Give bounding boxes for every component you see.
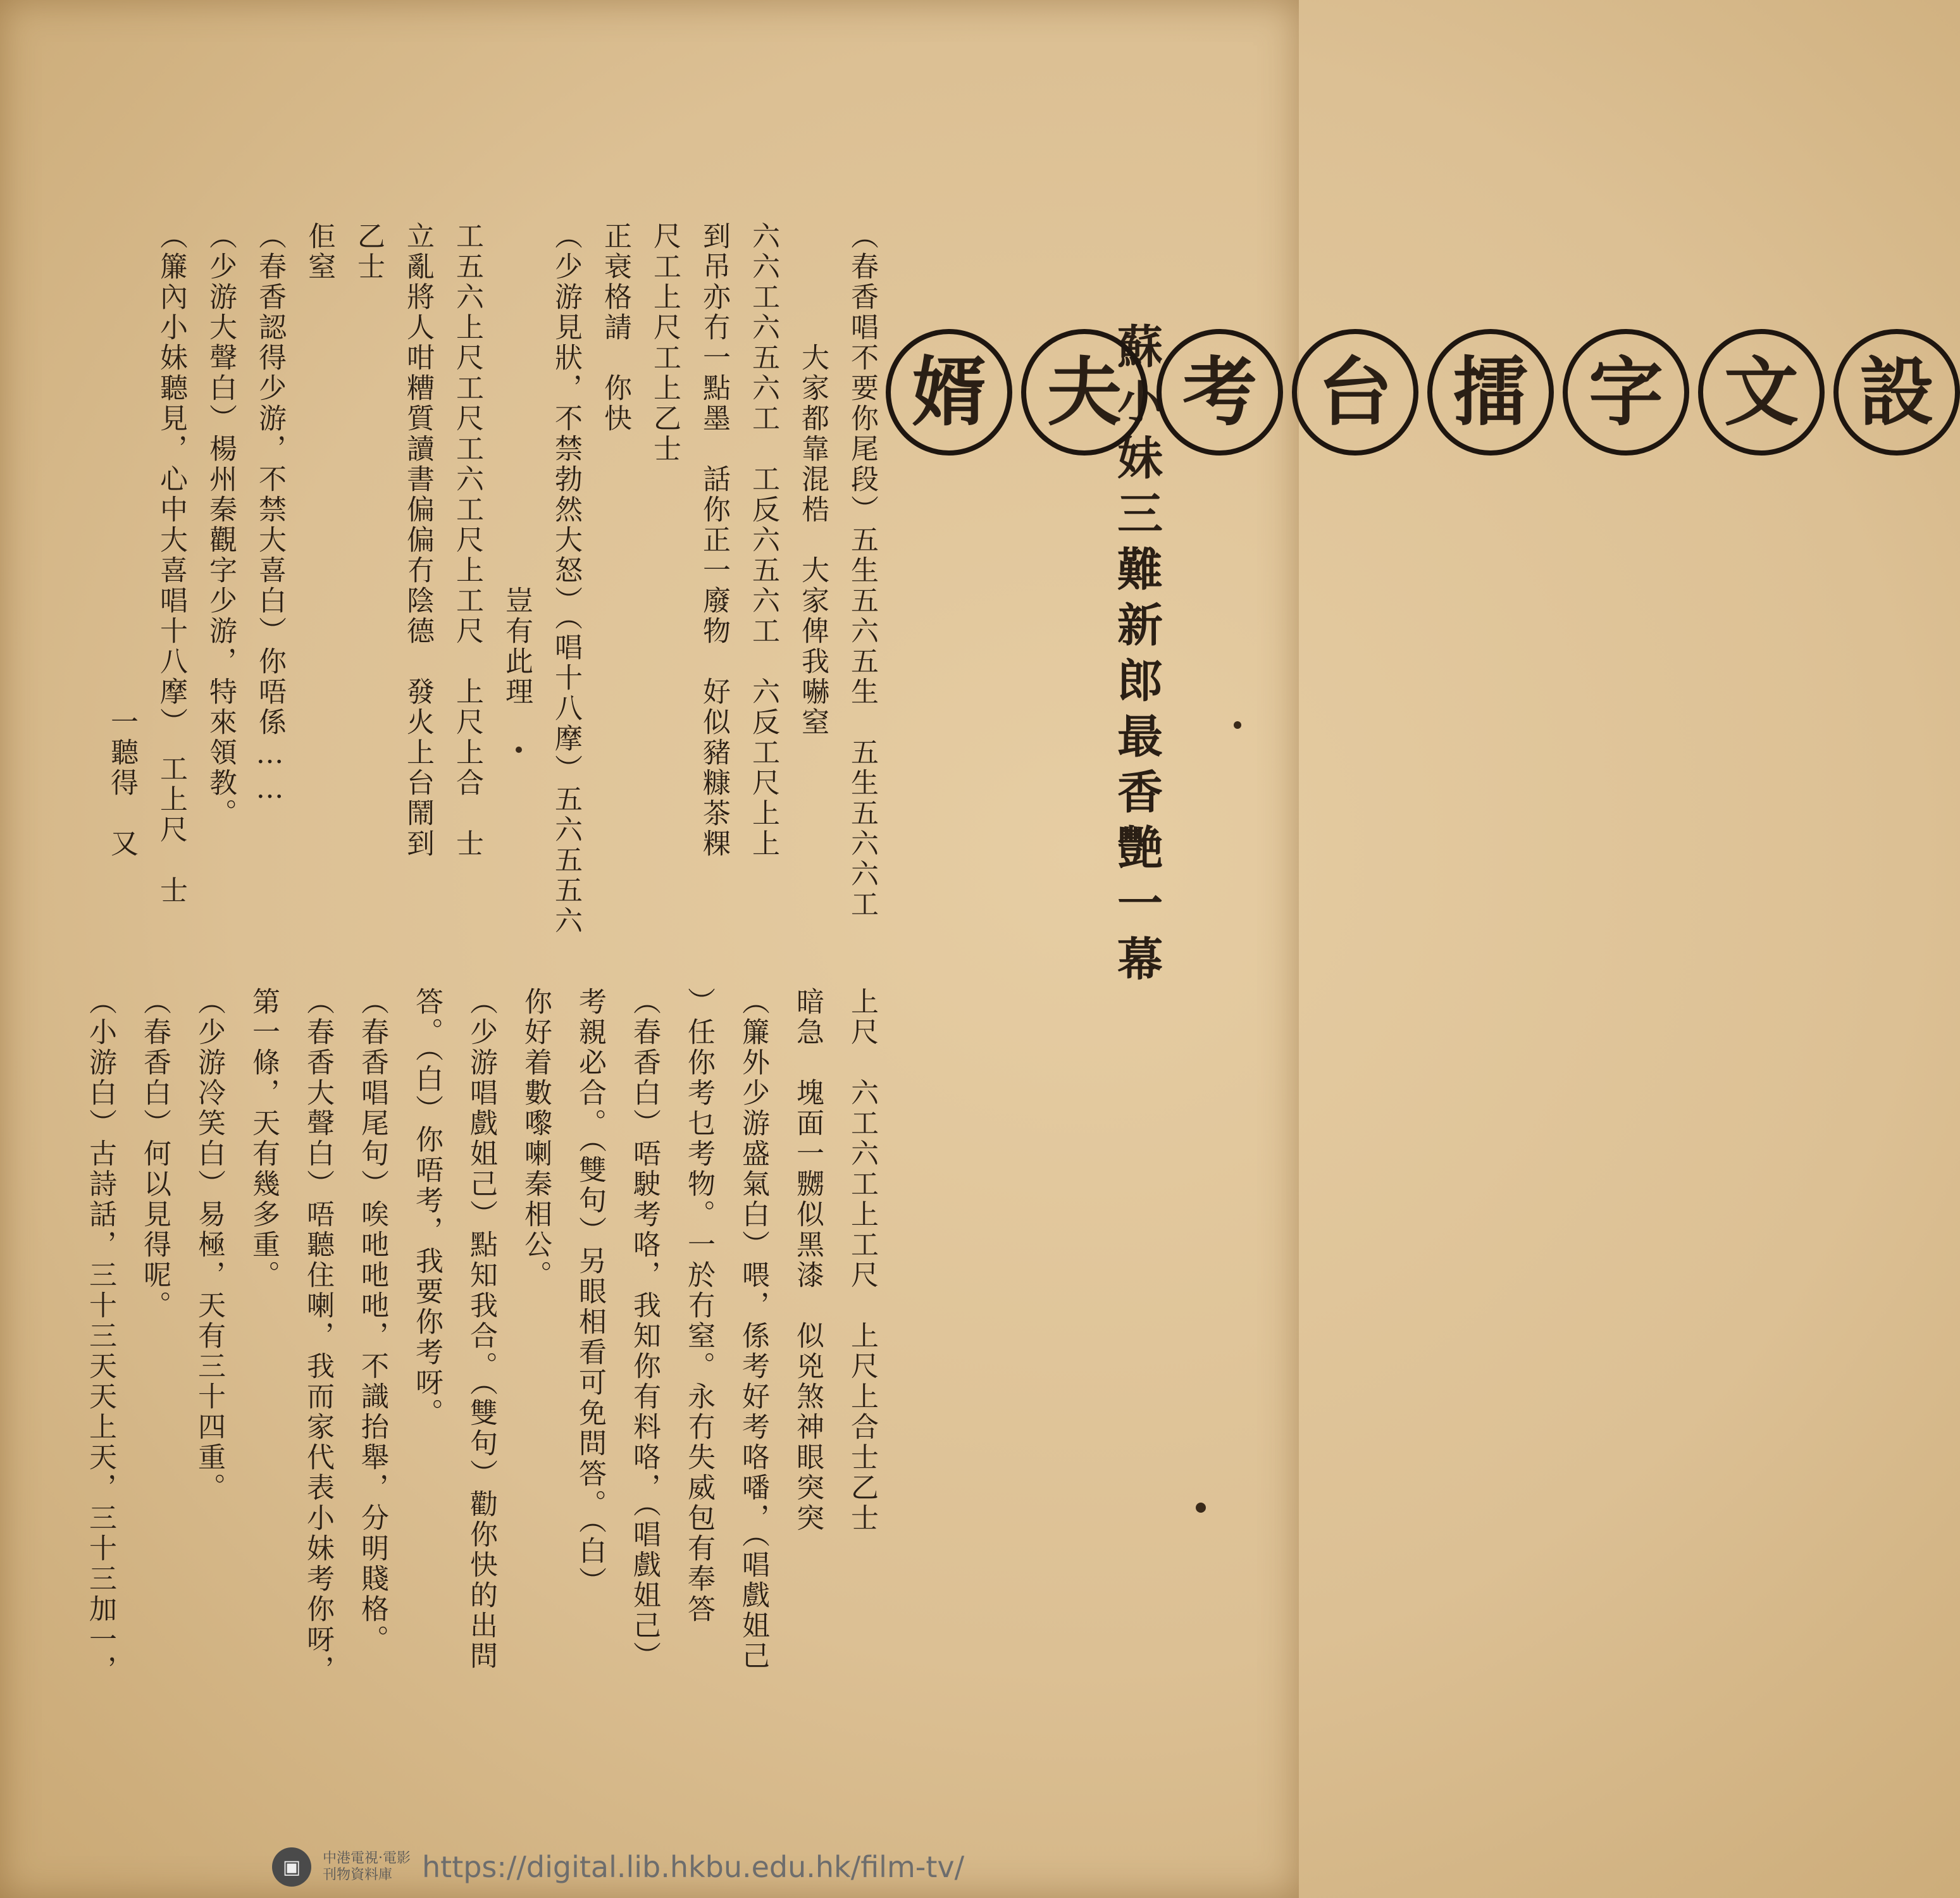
title-char: 考: [1157, 329, 1283, 456]
archive-org-line1: 中港電視‧電影: [323, 1850, 411, 1866]
scene-subtitle: 蘇小妹三難新郎最香艷一幕: [1110, 323, 1163, 991]
ink-spot: [1196, 1503, 1206, 1513]
text-column: （少游冷笑白）易極，天有三十四重。: [193, 987, 225, 1503]
text-column: （春香大聲白）唔聽住喇，我而家代表小妹考你呀，: [302, 987, 334, 1685]
text-column: 你好着數嚟喇秦相公。: [519, 987, 552, 1291]
text-column: 大家都靠混梏 大家俾我嚇窒: [797, 221, 829, 738]
text-column: （春香白）何以見得呢。: [139, 987, 171, 1321]
text-column: （簾內小妹聽見，心中大喜唱十八摩） 工上尺 士: [155, 221, 187, 906]
title-char: 字: [1563, 329, 1689, 456]
text-column: 六六工六五六工 工反六五六工 六反工尺上上: [747, 221, 779, 859]
title-char: 設: [1833, 329, 1960, 456]
title-char: 擂: [1427, 329, 1554, 456]
text-column: （少游見狀，不禁勃然大怒）（唱十八摩）五六五五六: [550, 221, 582, 936]
ink-spot: [516, 747, 522, 753]
text-column: 豈有此理: [500, 221, 533, 707]
text-column: （春香唱尾句）唉吔吔吔，不識抬舉，分明賤格。: [356, 987, 388, 1655]
text-column: 一聽得 又: [106, 221, 138, 859]
text-column: 答。（白）你唔考，我要你考呀。: [411, 987, 443, 1429]
text-column: 尺工上尺工上乙士: [648, 221, 681, 464]
archive-org-line2: 刊物資料庫: [323, 1867, 393, 1883]
title-char: 婿: [886, 329, 1012, 456]
text-column: 考親必合。（雙句）另眼相看可免問答。（白）: [574, 987, 606, 1597]
title-char: 夫: [1021, 329, 1148, 456]
text-column: 到吊亦冇一點墨 話你正一廢物 好似豬糠茶粿: [698, 221, 730, 859]
text-column: 乙士: [352, 221, 385, 282]
archive-org: [323, 1851, 411, 1884]
text-column: （簾外少游盛氣白）喂，係考好考咯噃，（唱戲姐己: [737, 987, 769, 1672]
archive-url-link[interactable]: https://digital.lib.hkbu.edu.hk/film-tv/: [422, 1850, 965, 1884]
title-char: 文: [1698, 329, 1825, 456]
text-column: ）任你考乜考物。一於冇窒。永冇失威包有奉答: [683, 987, 715, 1625]
ink-spot: [1234, 721, 1241, 729]
text-column: 佢窒: [303, 221, 335, 282]
archive-logo-icon: ▣: [272, 1847, 311, 1887]
text-column: 立亂將人咁糟質讀書偏偏冇陰德 發火上台鬧到: [402, 221, 434, 859]
text-column: （少游唱戲姐己）點知我合。（雙句）勸你快的出問: [465, 987, 497, 1672]
text-column: 上尺 六工六工上工尺 上尺上合士乙士: [846, 987, 878, 1534]
text-column: （春香白）唔駛考咯，我知你有料咯，（唱戲姐己）: [628, 987, 661, 1672]
text-column: （春香認得少游，不禁大喜白）你唔係……: [254, 221, 286, 807]
main-title: [886, 329, 1960, 1531]
text-column: 暗急 塊面一嬲似黑漆 似兇煞神眼突突: [791, 987, 824, 1534]
text-column: （小游白）古詩話，三十三天天上天，三十三加一，: [84, 987, 116, 1685]
text-column: （春香唱不要你尾段）五生五六五生 五生五六六工: [846, 221, 878, 920]
text-column: （少游大聲白）楊州秦觀字少游，特來領教。: [204, 221, 237, 829]
text-column: 正衰格請 你快: [599, 221, 631, 434]
archive-footer: [272, 1847, 1063, 1887]
text-column: 第一條，天有幾多重。: [247, 987, 280, 1291]
title-char: 台: [1292, 329, 1418, 456]
text-column: 工五六上尺工尺工六工尺上工尺 上尺上合 士: [451, 221, 483, 859]
